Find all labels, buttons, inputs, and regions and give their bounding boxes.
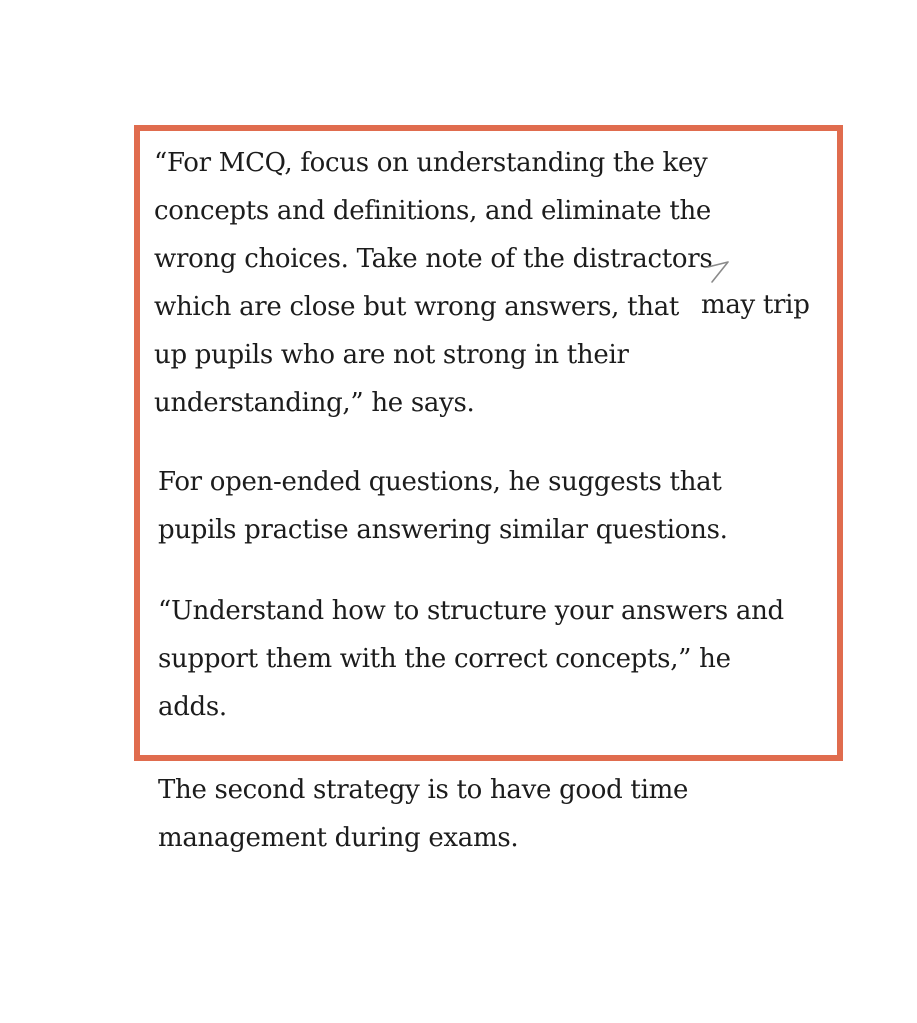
paragraph-3-line-3: adds. xyxy=(158,692,227,722)
paragraph-3-line-2: support them with the correct concepts,” he xyxy=(158,644,731,674)
paragraph-2-line-1: For open-ended questions, he suggests that xyxy=(158,467,722,497)
paragraph-1-line-5: up pupils who are not strong in their xyxy=(154,340,629,370)
paragraph-4-line-1: The second strategy is to have good time xyxy=(158,775,689,805)
paragraph-2-line-2: pupils practise answering similar questions. xyxy=(158,515,728,545)
paragraph-1-line-6: understanding,” he says. xyxy=(154,388,475,418)
paragraph-1-line-3: wrong choices. Take note of the distractors xyxy=(154,244,713,274)
paragraph-4-line-2: management during exams. xyxy=(158,823,519,853)
pen-mark-icon xyxy=(702,258,732,288)
inserted-text: may trip xyxy=(701,290,810,320)
paragraph-1-line-4: which are close but wrong answers, that xyxy=(154,292,680,322)
paragraph-3-line-1: “Understand how to structure your answers and xyxy=(158,596,784,626)
paragraph-1-line-1: “For MCQ, focus on understanding the key xyxy=(154,148,708,178)
paragraph-1-line-2: concepts and definitions, and eliminate the xyxy=(154,196,711,226)
